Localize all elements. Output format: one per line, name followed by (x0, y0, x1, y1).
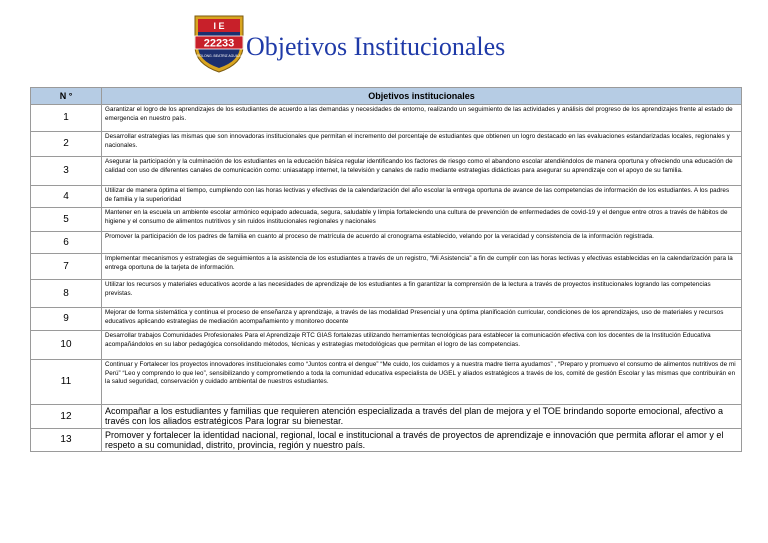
table-row (31, 428, 742, 452)
objective-text: Utilizar los recursos y materiales educativos acorde a las necesidades de aprendizaje de los estudiantes a fin garantizar la comprensión de la lectura a través de proyectos institucionales logrando las competencias previstas. (102, 280, 742, 308)
table-row (31, 280, 742, 308)
objective-text: Continuar y Fortalecer los proyectos innovadores institucionales como “Juntos contra el dengue” “Me cuido, los cuidamos y a nuestra madre tierra ayudamos” , “Preparo y promuevo el consumo de alimentos nutritivos de mi Perú” “Leo y comprendo lo que leo”, sensibilizando y comprometiendo a toda la comunidad educativa especialista de UGEL y aliados estratégicos a través de los, comité de gestión Escolar y las mismas que contribuirán en la salud seguridad, conservación y cuidado ambiental de nuestros estudiantes. (102, 360, 742, 405)
row-number: 6 (31, 232, 102, 254)
logo-caption: PROLONG. BEATRIZ AGUILAR (194, 54, 244, 58)
objective-text: Utilizar de manera óptima el tiempo, cumpliendo con las horas lectivas y efectivas de la calendarización del año escolar la entrega oportuna de avance de las competencias de información de los estudiantes. A los padres de familia y la superioridad (102, 186, 742, 208)
table-row (31, 132, 742, 157)
row-number: 4 (31, 186, 102, 208)
table-row (31, 232, 742, 254)
table-row (31, 360, 742, 405)
table-row (31, 405, 742, 429)
objective-text: Desarrollar estrategias las mismas que son innovadoras institucionales que permitan el incremento del porcentaje de estudiantes que obtienen un logro destacado en las evaluaciones estandarizadas locales, regionales y nacionales. (102, 132, 742, 157)
row-number: 9 (31, 308, 102, 331)
table-row (31, 105, 742, 132)
page-header (190, 12, 610, 74)
objective-text: Mantener en la escuela un ambiente escolar armónico equipado adecuada, segura, saludable y limpia fortaleciendo una cultura de prevención de enfermedades de covid-19 y el dengue entre otros a través de hábitos de higiene y el consumo de alimentos nutritivos y sin ruidos institucionales regionales y nacionales (102, 208, 742, 232)
objective-text: Acompañar a los estudiantes y familias que requieren atención especializada a través del plan de mejora y el TOE brindando soporte emocional, afectivo a través con los aliados estratégicos Para lograr su bienestar. (102, 405, 742, 429)
page-title: Objetivos Institucionales (246, 32, 506, 61)
row-number: 12 (31, 405, 102, 429)
column-header-objectives: Objetivos institucionales (102, 88, 742, 105)
table-row (31, 208, 742, 232)
objectives-table (30, 87, 742, 452)
logo-number: 22233 (203, 37, 235, 50)
row-number: 3 (31, 157, 102, 186)
table-row (31, 186, 742, 208)
table-row (31, 254, 742, 280)
table-row (31, 157, 742, 186)
row-number: 1 (31, 105, 102, 132)
objective-text: Garantizar el logro de los aprendizajes de los estudiantes de acuerdo a las demandas y necesidades de entorno, realizando un seguimiento de las actividades y análisis del progreso de los aprendizajes frente al estado de emergencia en nuestro país. (102, 105, 742, 132)
row-number: 11 (31, 360, 102, 405)
objective-text: Asegurar la participación y la culminación de los estudiantes en la educación básica regular identificando los factores de riesgo como el abandono escolar atendiéndolos de manera oportuna y ofreciendo una educación de calidad con uso de diferentes canales de comunicación como: uniasatapp internet, la televisión y canales de radio mediante estrategias didácticas para asegurar su aprendizaje con el apoyo de su familia. (102, 157, 742, 186)
row-number: 5 (31, 208, 102, 232)
objective-text: Mejorar de forma sistemática y continua el proceso de enseñanza y aprendizaje, a través de las modalidad Presencial y una óptima planificación curricular, condiciones de los aprendizajes, uso de materiales y recursos educativos aplicando estrategias de mediación acompañamiento y monitoreo docente (102, 308, 742, 331)
objective-text: Implementar mecanismos y estrategias de seguimientos a la asistencia de los estudiantes a través de un registro, “Mi Asistencia” a fin de cumplir con las horas lectivas y efectivas establecidas en la calendarización para la entrega oportuna de la tarjeta de información. (102, 254, 742, 280)
table-row (31, 308, 742, 331)
row-number: 10 (31, 331, 102, 360)
objective-text: Promover la participación de los padres de familia en cuanto al proceso de matrícula de acuerdo al cronograma establecido, velando por la veracidad y consistencia de la información registrada. (102, 232, 742, 254)
row-number: 2 (31, 132, 102, 157)
row-number: 13 (31, 428, 102, 452)
objective-text: Desarrollar trabajos Comunidades Profesionales Para el Aprendizaje RTC GIAS fortalezas utilizando herramientas tecnológicas para establecer la comunicación efectiva con los docentes de la Institución Educativa acompañándolos en su labor pedagógica consolidando métodos, técnicas y estrategias metodológicas que permitan el logro de las competencias. (102, 331, 742, 360)
logo-initials: I E (213, 21, 225, 31)
row-number: 7 (31, 254, 102, 280)
objective-text: Promover y fortalecer la identidad nacional, regional, local e institucional a través de proyectos de aprendizaje e innovación que permita aflorar el amor y el respeto a su comunidad, distrito, provincia, región y nuestro país. (102, 428, 742, 452)
row-number: 8 (31, 280, 102, 308)
table-header-row (31, 88, 742, 105)
school-shield-logo (190, 12, 248, 74)
table-row (31, 331, 742, 360)
column-header-number: N ° (31, 88, 102, 105)
